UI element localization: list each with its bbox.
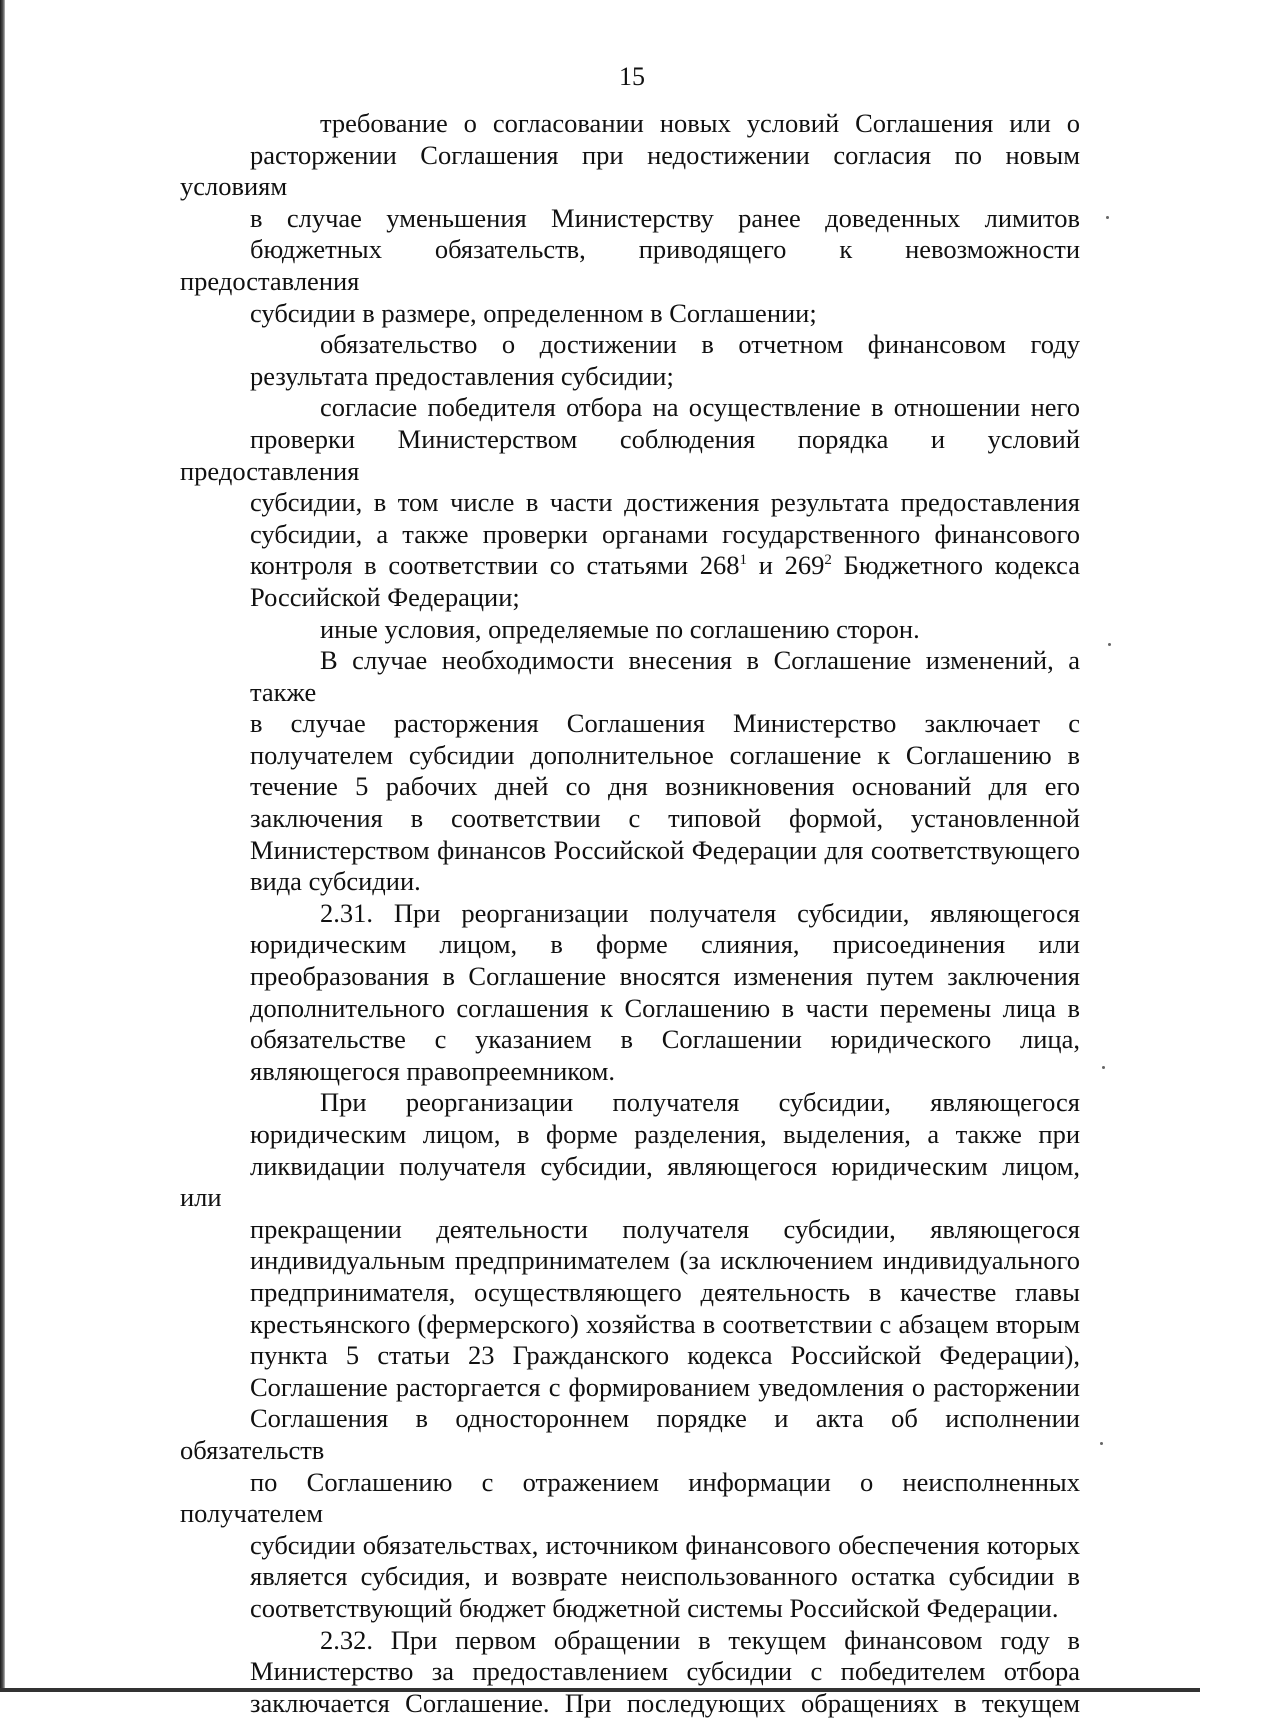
text-line: Министерство за предоставлением субсидии с победителем отбора [180,1656,1080,1688]
text-line: обязательство о достижении в отчетном финансовом году [180,329,1080,361]
text-line: Соглашение расторгается с формированием уведомления о расторжении [180,1372,1080,1404]
text-line: пункта 5 статьи 23 Гражданского кодекса Российской Федерации), [180,1340,1080,1372]
paragraph [180,898,1080,1088]
text-line: проверки Министерством соблюдения порядка и условий предоставления [180,424,1080,487]
text-line: субсидии обязательствах, источником финансового обеспечения которых [180,1530,1080,1562]
text-line: Российской Федерации; [180,582,1080,614]
text-line: по Соглашению с отражением информации о неисполненных получателем [180,1467,1080,1530]
scan-left-edge [0,0,5,1692]
paragraph [180,108,1080,329]
text-line: дополнительного соглашения к Соглашению в части перемены лица в [180,993,1080,1025]
text-fragment: контроля в соответствии со статьями 268 [250,550,740,580]
superscript: 1 [740,552,748,568]
text-line: обязательстве с указанием в Соглашении юридического лица, [180,1024,1080,1056]
text-line-with-superscripts [180,550,1080,582]
text-line: прекращении деятельности получателя субсидии, являющегося [180,1214,1080,1246]
scan-speck [1106,216,1109,219]
page-number: 15 [0,62,1264,92]
text-line: В случае необходимости внесения в Соглашение изменений, а также [180,645,1080,708]
superscript: 2 [824,552,832,568]
text-line: Соглашения в одностороннем порядке и акта об исполнении обязательств [180,1403,1080,1466]
text-line: преобразования в Соглашение вносятся изменения путем заключения [180,961,1080,993]
text-line: юридическим лицом, в форме разделения, выделения, а также при [180,1119,1080,1151]
paragraph [180,392,1080,613]
text-line: соответствующий бюджет бюджетной системы Российской Федерации. [180,1593,1080,1625]
text-line: юридическим лицом, в форме слияния, присоединения или [180,929,1080,961]
text-line: в случае уменьшения Министерству ранее доведенных лимитов [180,203,1080,235]
text-line: предпринимателя, осуществляющего деятельность в качестве главы [180,1277,1080,1309]
scan-speck [1108,643,1111,646]
text-line: вида субсидии. [180,866,1080,898]
paragraph [180,1625,1080,1719]
paragraph [180,329,1080,392]
text-line: требование о согласовании новых условий Соглашения или о [180,108,1080,140]
text-line: При реорганизации получателя субсидии, являющегося [180,1087,1080,1119]
text-line: являющегося правопреемником. [180,1056,1080,1088]
text-line: иные условия, определяемые по соглашению сторон. [180,614,1080,646]
paragraph [180,614,1080,646]
text-line: крестьянского (фермерского) хозяйства в соответствии с абзацем вторым [180,1309,1080,1341]
text-line: индивидуальным предпринимателем (за исключением индивидуального [180,1245,1080,1277]
text-line: является субсидия, и возврате неиспользованного остатка субсидии в [180,1561,1080,1593]
text-fragment: и 269 [747,550,824,580]
paragraph [180,1087,1080,1624]
text-line: заключается Соглашение. При последующих обращениях в текущем [180,1688,1080,1719]
text-line: получателем субсидии дополнительное соглашение к Соглашению в [180,740,1080,772]
scan-speck [1102,1066,1105,1069]
text-line: расторжении Соглашения при недостижении согласия по новым условиям [180,140,1080,203]
text-line: заключения в соответствии с типовой формой, установленной [180,803,1080,835]
paragraph [180,645,1080,898]
text-line: согласие победителя отбора на осуществление в отношении него [180,392,1080,424]
text-line: бюджетных обязательств, приводящего к невозможности предоставления [180,234,1080,297]
text-line: 2.32. При первом обращении в текущем финансовом году в [180,1625,1080,1657]
document-body [180,108,1080,1719]
text-line: 2.31. При реорганизации получателя субсидии, являющегося [180,898,1080,930]
text-line: ликвидации получателя субсидии, являющегося юридическим лицом, или [180,1151,1080,1214]
text-line: субсидии, а также проверки органами государственного финансового [180,519,1080,551]
text-line: Министерством финансов Российской Федерации для соответствующего [180,835,1080,867]
text-fragment: Бюджетного кодекса [832,550,1080,580]
text-line: субсидии, в том числе в части достижения результата предоставления [180,487,1080,519]
text-line: течение 5 рабочих дней со дня возникновения оснований для его [180,771,1080,803]
text-line: результата предоставления субсидии; [180,361,1080,393]
text-line: субсидии в размере, определенном в Соглашении; [180,298,1080,330]
scan-speck [1100,1442,1103,1445]
text-line: в случае расторжения Соглашения Министерство заключает с [180,708,1080,740]
